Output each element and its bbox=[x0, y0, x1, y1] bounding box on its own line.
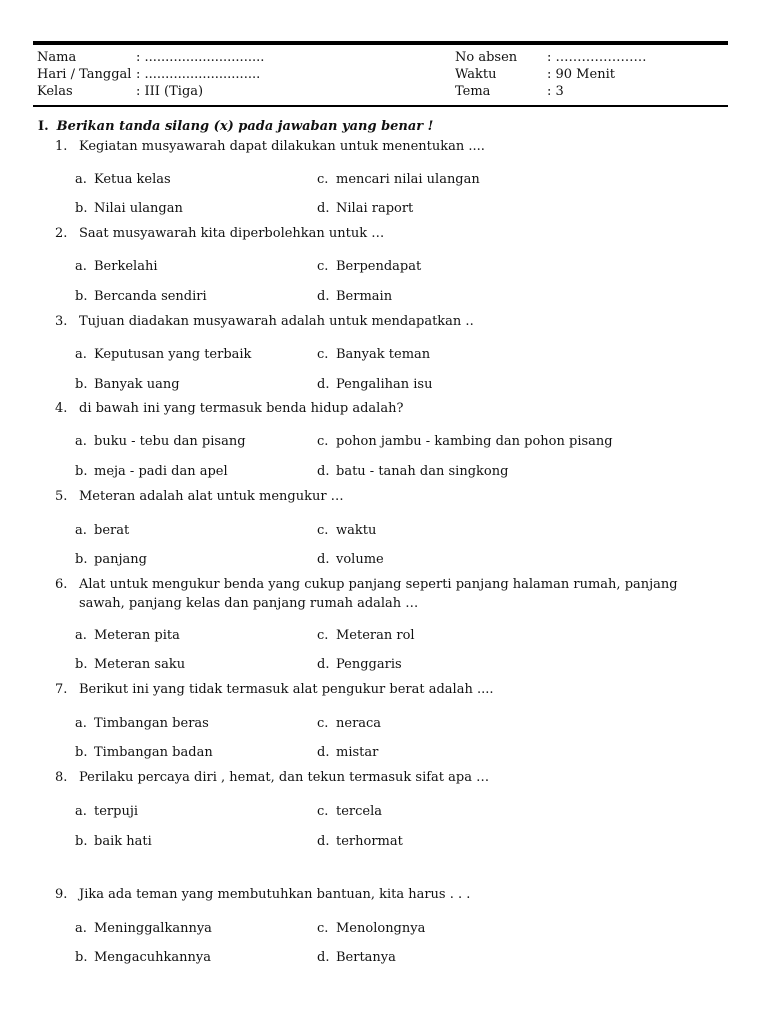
option-letter: d. bbox=[317, 201, 330, 216]
question-text: Tujuan diadakan musyawarah adalah untuk mendapatkan .. bbox=[79, 314, 474, 329]
option-c[interactable] bbox=[317, 716, 381, 732]
option-letter: d. bbox=[317, 834, 330, 849]
option-letter: c. bbox=[317, 347, 329, 362]
header-bottom-rule bbox=[33, 105, 728, 107]
option-letter: c. bbox=[317, 716, 329, 731]
option-a[interactable] bbox=[75, 628, 180, 644]
option-c[interactable] bbox=[317, 628, 415, 644]
option-text: Mengacuhkannya bbox=[94, 950, 211, 965]
option-c[interactable] bbox=[317, 347, 430, 363]
option-text: Penggaris bbox=[336, 657, 402, 672]
waktu-label: Waktu bbox=[455, 67, 497, 82]
question-text: Meteran adalah alat untuk mengukur … bbox=[79, 489, 344, 504]
option-letter: c. bbox=[317, 523, 329, 538]
question-number: 4. bbox=[55, 401, 68, 416]
section-number: I. bbox=[38, 119, 49, 134]
header-row-nama bbox=[0, 50, 768, 66]
option-text: Berpendapat bbox=[336, 259, 422, 274]
option-text: meja - padi dan apel bbox=[94, 464, 228, 479]
question-number: 9. bbox=[55, 887, 68, 902]
noabsen-label: No absen bbox=[455, 50, 518, 65]
option-d[interactable] bbox=[317, 552, 384, 568]
option-text: mistar bbox=[336, 745, 379, 760]
option-text: baik hati bbox=[94, 834, 152, 849]
option-d[interactable] bbox=[317, 745, 378, 761]
option-a[interactable] bbox=[75, 172, 171, 188]
option-text: Meteran rol bbox=[336, 628, 415, 643]
option-text: Ketua kelas bbox=[94, 172, 171, 187]
option-c[interactable] bbox=[317, 523, 376, 539]
option-c[interactable] bbox=[317, 172, 480, 188]
option-letter: b. bbox=[75, 289, 88, 304]
question-number: 5. bbox=[55, 489, 68, 504]
option-text: Nilai raport bbox=[336, 201, 414, 216]
option-letter: a. bbox=[75, 259, 87, 274]
option-b[interactable] bbox=[75, 745, 213, 761]
option-letter: d. bbox=[317, 289, 330, 304]
option-letter: d. bbox=[317, 464, 330, 479]
option-text: Pengalihan isu bbox=[336, 377, 433, 392]
option-text: Meninggalkannya bbox=[94, 921, 212, 936]
option-b[interactable] bbox=[75, 657, 185, 673]
option-d[interactable] bbox=[317, 201, 413, 217]
option-c[interactable] bbox=[317, 921, 425, 937]
option-letter: d. bbox=[317, 950, 330, 965]
option-text: Bermain bbox=[336, 289, 393, 304]
option-text: waktu bbox=[336, 523, 377, 538]
option-a[interactable] bbox=[75, 804, 138, 820]
option-letter: c. bbox=[317, 172, 329, 187]
option-a[interactable] bbox=[75, 347, 251, 363]
option-letter: b. bbox=[75, 464, 88, 479]
nama-value: : ............................. bbox=[136, 50, 265, 65]
option-text: panjang bbox=[94, 552, 147, 567]
option-text: Meteran saku bbox=[94, 657, 186, 672]
tema-value: : 3 bbox=[547, 84, 564, 99]
question-number: 6. bbox=[55, 577, 68, 592]
option-c[interactable] bbox=[317, 259, 421, 275]
option-c[interactable] bbox=[317, 434, 613, 450]
option-text: terpuji bbox=[94, 804, 139, 819]
kelas-label: Kelas bbox=[37, 84, 73, 99]
option-letter: b. bbox=[75, 834, 88, 849]
question-text: Jika ada teman yang membutuhkan bantuan, kita harus . . . bbox=[79, 887, 471, 902]
option-b[interactable] bbox=[75, 834, 152, 850]
option-b[interactable] bbox=[75, 289, 207, 305]
question-number: 7. bbox=[55, 682, 68, 697]
option-text: batu - tanah dan singkong bbox=[336, 464, 509, 479]
option-letter: a. bbox=[75, 523, 87, 538]
hari-label: Hari / Tanggal bbox=[37, 67, 132, 82]
question-text: di bawah ini yang termasuk benda hidup adalah? bbox=[79, 401, 404, 416]
nama-label: Nama bbox=[37, 50, 77, 65]
option-letter: b. bbox=[75, 745, 88, 760]
option-letter: b. bbox=[75, 377, 88, 392]
option-b[interactable] bbox=[75, 201, 183, 217]
waktu-value: : 90 Menit bbox=[547, 67, 615, 82]
option-text: Berkelahi bbox=[94, 259, 158, 274]
option-letter: d. bbox=[317, 745, 330, 760]
option-text: Menolongnya bbox=[336, 921, 426, 936]
section-heading bbox=[38, 119, 433, 134]
option-text: terhormat bbox=[336, 834, 403, 849]
option-text: Meteran pita bbox=[94, 628, 180, 643]
option-text: Banyak uang bbox=[94, 377, 180, 392]
option-a[interactable] bbox=[75, 259, 157, 275]
option-text: tercela bbox=[336, 804, 383, 819]
option-letter: d. bbox=[317, 377, 330, 392]
option-text: pohon jambu - kambing dan pohon pisang bbox=[336, 434, 613, 449]
option-letter: c. bbox=[317, 628, 329, 643]
question-text: Berikut ini yang tidak termasuk alat pengukur berat adalah .... bbox=[79, 682, 494, 697]
question-number: 2. bbox=[55, 226, 68, 241]
option-d[interactable] bbox=[317, 834, 403, 850]
option-letter: a. bbox=[75, 172, 87, 187]
option-letter: a. bbox=[75, 347, 87, 362]
tema-label: Tema bbox=[455, 84, 491, 99]
option-text: Bertanya bbox=[336, 950, 396, 965]
option-letter: b. bbox=[75, 950, 88, 965]
option-letter: b. bbox=[75, 201, 88, 216]
option-b[interactable] bbox=[75, 950, 211, 966]
section-title: Berikan tanda silang (x) pada jawaban yang benar ! bbox=[56, 119, 434, 134]
option-d[interactable] bbox=[317, 464, 508, 480]
option-letter: b. bbox=[75, 657, 88, 672]
option-d[interactable] bbox=[317, 950, 396, 966]
option-text: Banyak teman bbox=[336, 347, 431, 362]
question-text: Perilaku percaya diri , hemat, dan tekun termasuk sifat apa … bbox=[79, 770, 490, 785]
option-letter: b. bbox=[75, 552, 88, 567]
question-text: Kegiatan musyawarah dapat dilakukan untuk menentukan .... bbox=[79, 139, 485, 154]
option-letter: a. bbox=[75, 434, 87, 449]
noabsen-value: : ………………… bbox=[547, 50, 647, 65]
header-row-kelas bbox=[0, 84, 768, 100]
option-a[interactable] bbox=[75, 716, 209, 732]
option-text: Nilai ulangan bbox=[94, 201, 183, 216]
option-d[interactable] bbox=[317, 657, 402, 673]
hari-value: : ............................ bbox=[136, 67, 261, 82]
option-text: volume bbox=[336, 552, 384, 567]
option-d[interactable] bbox=[317, 289, 392, 305]
kelas-value: : III (Tiga) bbox=[136, 84, 204, 99]
header-top-rule bbox=[33, 41, 728, 45]
option-letter: a. bbox=[75, 804, 87, 819]
option-text: Timbangan beras bbox=[94, 716, 209, 731]
header-row-hari bbox=[0, 67, 768, 83]
option-text: neraca bbox=[336, 716, 382, 731]
question-text: Alat untuk mengukur benda yang cukup panjang seperti panjang halaman rumah, panjang sawah, panjang kelas dan panjang rumah adalah … bbox=[79, 577, 678, 611]
option-a[interactable] bbox=[75, 434, 246, 450]
option-text: berat bbox=[94, 523, 130, 538]
option-text: Keputusan yang terbaik bbox=[94, 347, 252, 362]
option-c[interactable] bbox=[317, 804, 382, 820]
option-letter: d. bbox=[317, 657, 330, 672]
option-letter: c. bbox=[317, 921, 329, 936]
option-letter: a. bbox=[75, 716, 87, 731]
option-b[interactable] bbox=[75, 552, 147, 568]
option-letter: c. bbox=[317, 259, 329, 274]
question-number: 8. bbox=[55, 770, 68, 785]
option-b[interactable] bbox=[75, 377, 180, 393]
option-b[interactable] bbox=[75, 464, 228, 480]
question-text: Saat musyawarah kita diperbolehkan untuk … bbox=[79, 226, 385, 241]
option-text: Bercanda sendiri bbox=[94, 289, 207, 304]
option-letter: d. bbox=[317, 552, 330, 567]
option-letter: a. bbox=[75, 628, 87, 643]
question-number: 3. bbox=[55, 314, 68, 329]
option-text: buku - tebu dan pisang bbox=[94, 434, 246, 449]
option-a[interactable] bbox=[75, 921, 212, 937]
option-a[interactable] bbox=[75, 523, 129, 539]
option-d[interactable] bbox=[317, 377, 432, 393]
option-letter: c. bbox=[317, 434, 329, 449]
option-letter: c. bbox=[317, 804, 329, 819]
option-letter: a. bbox=[75, 921, 87, 936]
option-text: Timbangan badan bbox=[94, 745, 213, 760]
option-text: mencari nilai ulangan bbox=[336, 172, 480, 187]
question-number: 1. bbox=[55, 139, 68, 154]
